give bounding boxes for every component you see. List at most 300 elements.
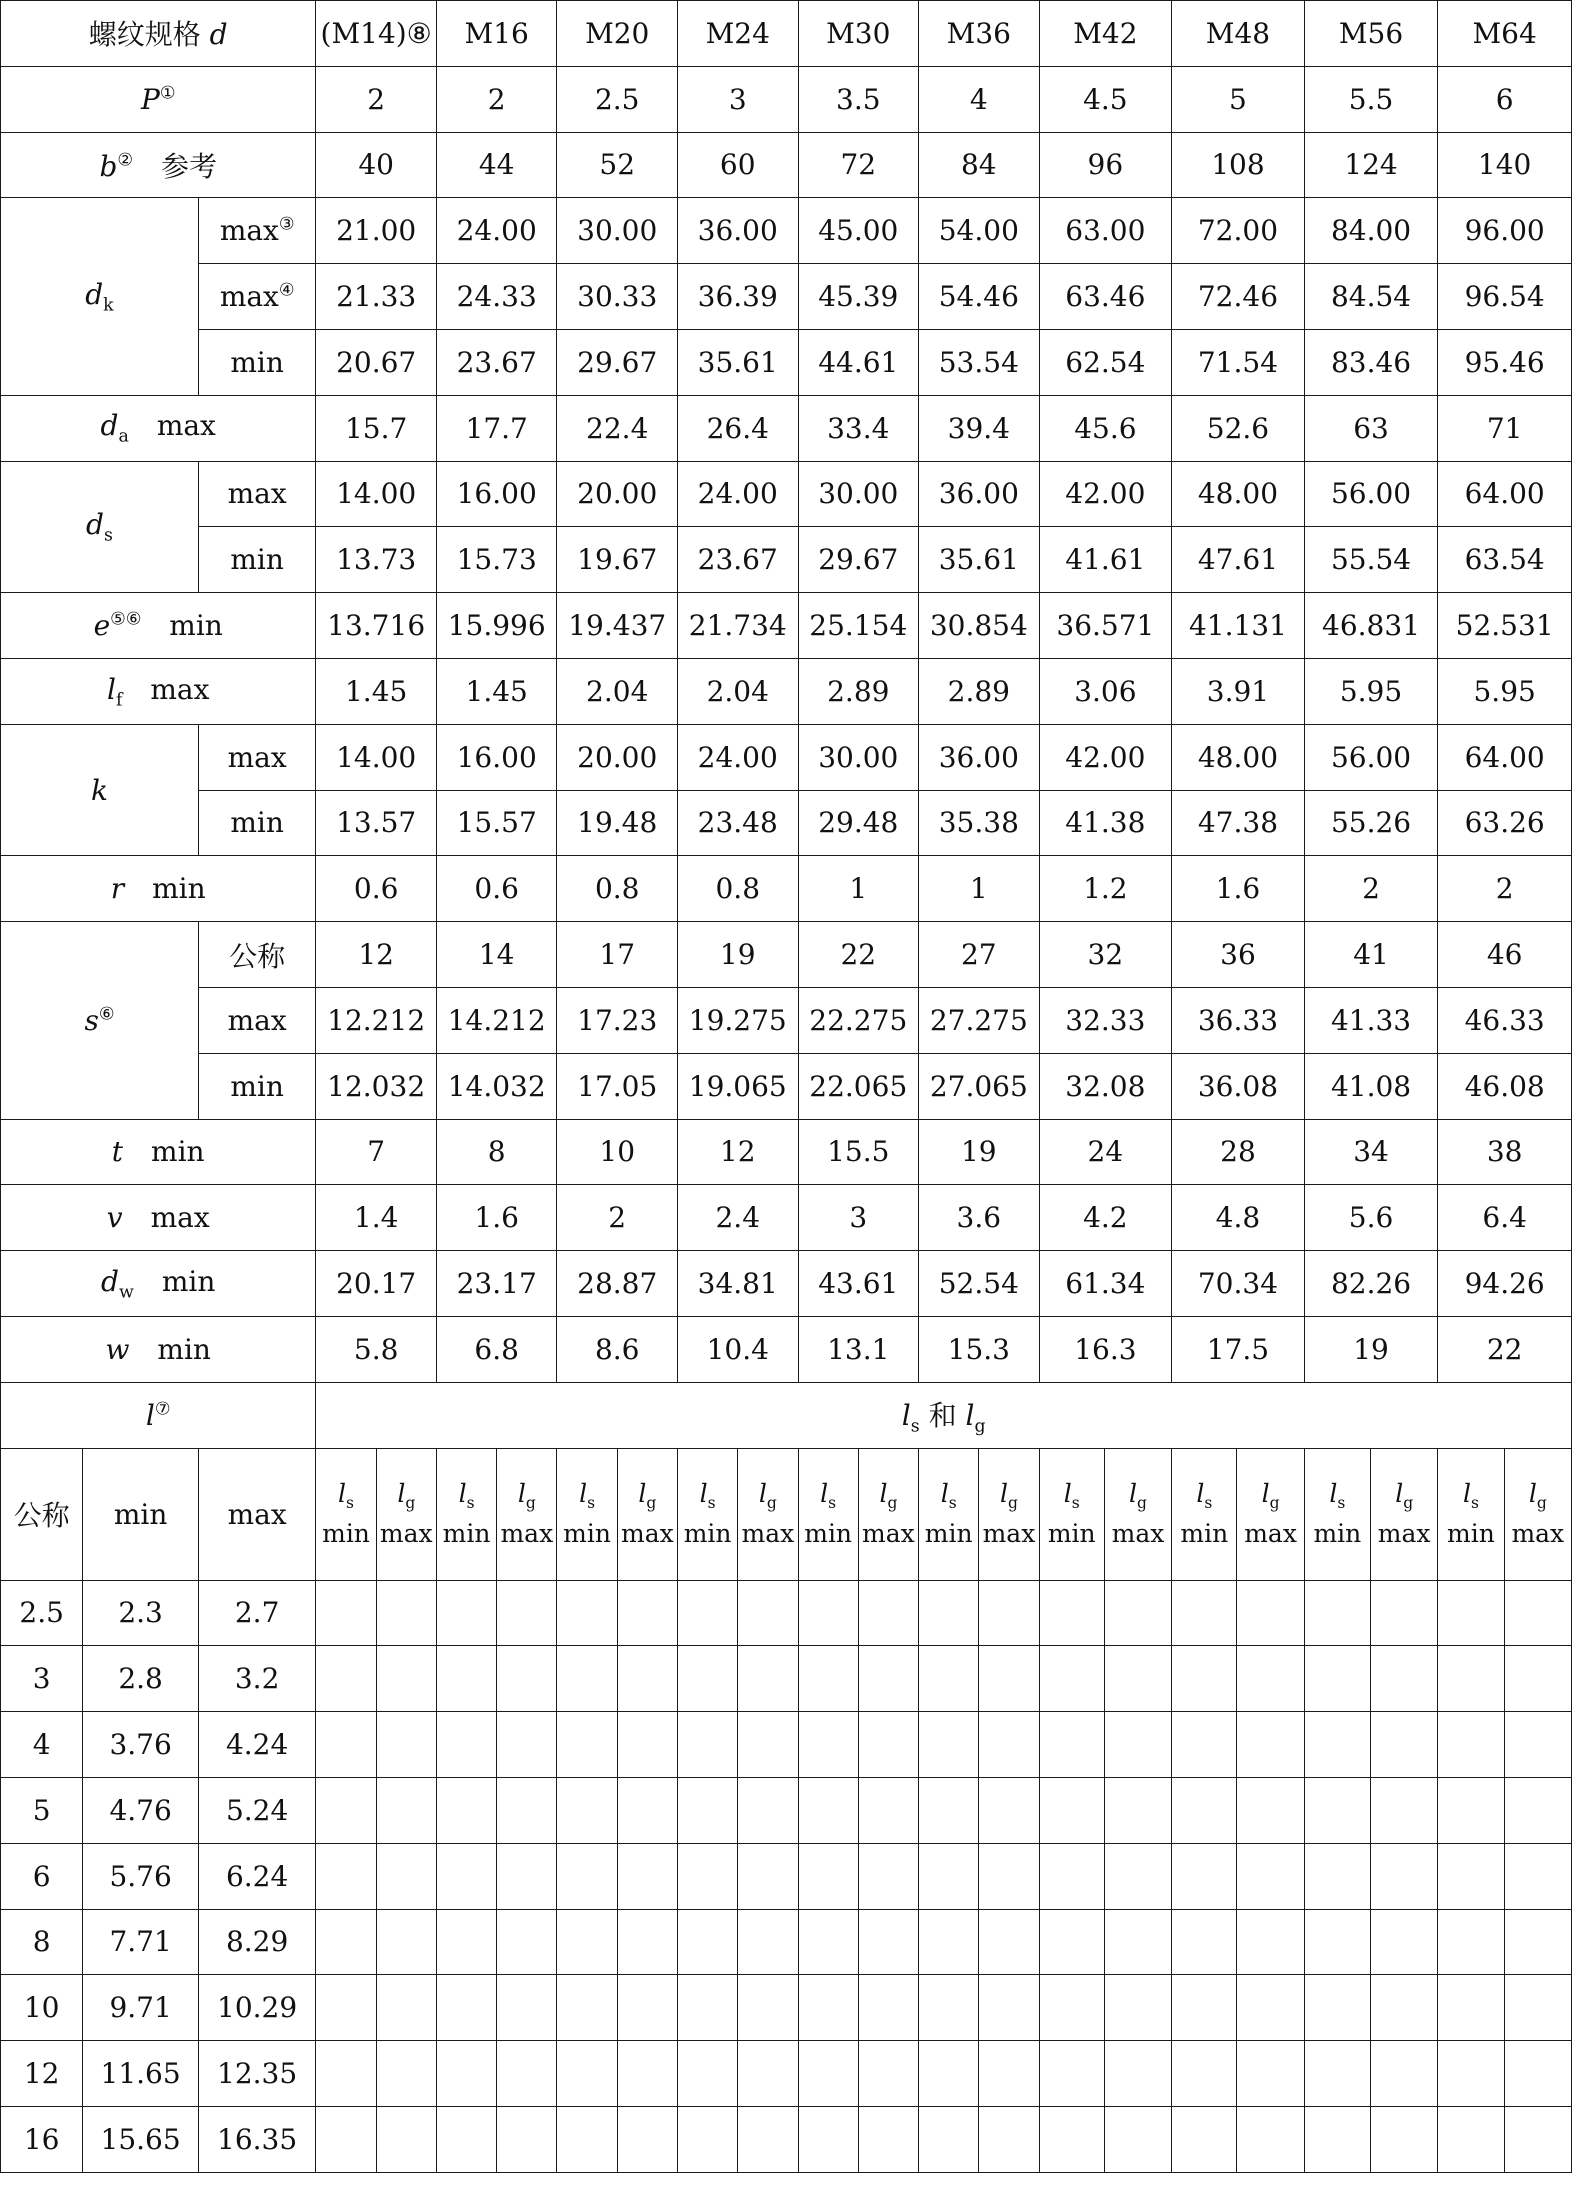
label-dk-min: min bbox=[198, 329, 316, 395]
column-header-label: M48 bbox=[1205, 16, 1271, 50]
empty-cell bbox=[798, 1712, 858, 1778]
row-e bbox=[1, 593, 1572, 659]
value-cell-dk_min-7: 71.54 bbox=[1172, 329, 1305, 395]
value-cell-dk_min-5: 53.54 bbox=[919, 329, 1040, 395]
empty-cell bbox=[1504, 1909, 1571, 1975]
row-t bbox=[1, 1119, 1572, 1185]
empty-cell bbox=[1104, 1646, 1171, 1712]
value-cell-lf-9: 5.95 bbox=[1438, 658, 1572, 724]
empty-cell bbox=[497, 1580, 557, 1646]
value-cell-w-6: 16.3 bbox=[1039, 1316, 1172, 1382]
value-cell-dk_min-1: 23.67 bbox=[436, 329, 557, 395]
label-lg-max-1 bbox=[497, 1448, 557, 1580]
symbol: l bbox=[1462, 1479, 1471, 1509]
value-cell-ds_min-7: 47.61 bbox=[1172, 527, 1305, 593]
value-cell-da-6: 45.6 bbox=[1039, 395, 1172, 461]
length-nominal-4: 6 bbox=[1, 1843, 83, 1909]
value-cell-k_max-8: 56.00 bbox=[1304, 724, 1438, 790]
empty-cell bbox=[557, 2041, 617, 2107]
empty-cell bbox=[1039, 2041, 1104, 2107]
symbol: k bbox=[90, 773, 108, 807]
value-cell-s_min-4: 22.065 bbox=[798, 1053, 919, 1119]
empty-cell bbox=[919, 1843, 979, 1909]
value-cell-r-8: 2 bbox=[1304, 856, 1438, 922]
symbol: l bbox=[517, 1479, 526, 1509]
column-header-label: M56 bbox=[1338, 16, 1404, 50]
empty-cell bbox=[617, 2041, 677, 2107]
column-header-5 bbox=[919, 1, 1040, 67]
limit-label: max bbox=[741, 1519, 795, 1549]
value-cell-w-2: 8.6 bbox=[557, 1316, 678, 1382]
limit-label: min bbox=[1313, 1519, 1362, 1549]
limit-label: max bbox=[1511, 1519, 1565, 1549]
limit-label: max bbox=[379, 1519, 433, 1549]
limit-label: min bbox=[151, 1135, 205, 1169]
value-cell-dw-8: 82.26 bbox=[1304, 1251, 1438, 1317]
value-cell-P-6: 4.5 bbox=[1039, 66, 1172, 132]
value-cell-dk_min-2: 29.67 bbox=[557, 329, 678, 395]
row-r bbox=[1, 856, 1572, 922]
empty-cell bbox=[1504, 1975, 1571, 2041]
value-cell-da-9: 71 bbox=[1438, 395, 1572, 461]
value-cell-dw-2: 28.87 bbox=[557, 1251, 678, 1317]
empty-cell bbox=[1371, 1975, 1438, 2041]
value-cell-v-2: 2 bbox=[557, 1185, 678, 1251]
value-cell-s_min-5: 27.065 bbox=[919, 1053, 1040, 1119]
empty-cell bbox=[1172, 1646, 1237, 1712]
value-cell-s_max-3: 19.275 bbox=[677, 987, 798, 1053]
empty-cell bbox=[1304, 1646, 1370, 1712]
value-cell-lf-5: 2.89 bbox=[919, 658, 1040, 724]
value-cell-dw-6: 61.34 bbox=[1039, 1251, 1172, 1317]
value-cell-lf-7: 3.91 bbox=[1172, 658, 1305, 724]
empty-cell bbox=[1504, 2041, 1571, 2107]
value-cell-s_max-7: 36.33 bbox=[1172, 987, 1305, 1053]
length-max-1: 3.2 bbox=[198, 1646, 316, 1712]
header-row bbox=[1, 1, 1572, 67]
value-cell-s_min-0: 12.032 bbox=[316, 1053, 437, 1119]
column-header-label: M16 bbox=[464, 16, 529, 50]
empty-cell bbox=[1304, 1909, 1370, 1975]
symbol-subscript: g bbox=[1403, 1494, 1414, 1513]
empty-cell bbox=[979, 1580, 1039, 1646]
empty-cell bbox=[1237, 1843, 1304, 1909]
label-t bbox=[1, 1119, 316, 1185]
value-cell-t-7: 28 bbox=[1172, 1119, 1305, 1185]
symbol: l bbox=[999, 1479, 1008, 1509]
row-k-max bbox=[1, 724, 1572, 790]
empty-cell bbox=[1104, 1975, 1171, 2041]
empty-cell bbox=[557, 1909, 617, 1975]
empty-cell bbox=[858, 2041, 918, 2107]
empty-cell bbox=[1039, 1777, 1104, 1843]
length-nominal-6: 10 bbox=[1, 1975, 83, 2041]
value-cell-e-9: 52.531 bbox=[1438, 593, 1572, 659]
empty-cell bbox=[1237, 1975, 1304, 2041]
value-cell-ds_max-9: 64.00 bbox=[1438, 461, 1572, 527]
empty-cell bbox=[919, 2106, 979, 2172]
empty-cell bbox=[677, 1580, 737, 1646]
limit-label: max bbox=[150, 672, 210, 706]
value-cell-v-3: 2.4 bbox=[677, 1185, 798, 1251]
empty-cell bbox=[436, 1646, 496, 1712]
symbol: l bbox=[1196, 1479, 1205, 1509]
empty-cell bbox=[919, 1909, 979, 1975]
symbol-subscript: k bbox=[103, 295, 114, 316]
empty-cell bbox=[316, 1777, 376, 1843]
limit-label: min bbox=[169, 609, 223, 643]
label-dw bbox=[1, 1251, 316, 1317]
value-cell-k_max-3: 24.00 bbox=[677, 724, 798, 790]
value-cell-e-7: 41.131 bbox=[1172, 593, 1305, 659]
row-lf bbox=[1, 658, 1572, 724]
empty-cell bbox=[1304, 2041, 1370, 2107]
empty-cell bbox=[738, 1580, 798, 1646]
empty-cell bbox=[1172, 1712, 1237, 1778]
length-nominal-1: 3 bbox=[1, 1646, 83, 1712]
limit-label: max bbox=[219, 280, 279, 314]
value-cell-ds_max-2: 20.00 bbox=[557, 461, 678, 527]
label-b bbox=[1, 132, 316, 198]
value-cell-dk_max2-5: 54.46 bbox=[919, 264, 1040, 330]
empty-cell bbox=[1172, 1580, 1237, 1646]
symbol: l bbox=[579, 1479, 588, 1509]
empty-cell bbox=[557, 2106, 617, 2172]
value-cell-ds_min-6: 41.61 bbox=[1039, 527, 1172, 593]
label-ls-min-1 bbox=[436, 1448, 496, 1580]
empty-cell bbox=[316, 2106, 376, 2172]
length-min-4: 5.76 bbox=[83, 1843, 199, 1909]
empty-cell bbox=[1104, 1843, 1171, 1909]
value-cell-da-0: 15.7 bbox=[316, 395, 437, 461]
empty-cell bbox=[316, 1646, 376, 1712]
length-row bbox=[1, 1712, 1572, 1778]
symbol-subscript: s bbox=[1337, 1494, 1346, 1513]
label-lg-max-8 bbox=[1371, 1448, 1438, 1580]
empty-cell bbox=[858, 2106, 918, 2172]
label-r bbox=[1, 856, 316, 922]
value-cell-dk_max2-1: 24.33 bbox=[436, 264, 557, 330]
empty-cell bbox=[1371, 1777, 1438, 1843]
symbol: l bbox=[901, 1398, 911, 1432]
empty-cell bbox=[1371, 2106, 1438, 2172]
value-cell-dk_max1-9: 96.00 bbox=[1438, 198, 1572, 264]
empty-cell bbox=[1304, 1975, 1370, 2041]
value-cell-dw-5: 52.54 bbox=[919, 1251, 1040, 1317]
limit-label: min bbox=[157, 1332, 211, 1366]
symbol-subscript: w bbox=[118, 1282, 134, 1303]
value-cell-dk_max1-2: 30.00 bbox=[557, 198, 678, 264]
empty-cell bbox=[738, 2106, 798, 2172]
value-cell-b-3: 60 bbox=[677, 132, 798, 198]
value-cell-r-6: 1.2 bbox=[1039, 856, 1172, 922]
empty-cell bbox=[617, 1909, 677, 1975]
symbol: e bbox=[93, 609, 111, 643]
label-ls-min-2 bbox=[557, 1448, 617, 1580]
value-cell-s_min-6: 32.08 bbox=[1039, 1053, 1172, 1119]
value-cell-ds_min-4: 29.67 bbox=[798, 527, 919, 593]
value-cell-P-0: 2 bbox=[316, 66, 437, 132]
value-cell-b-8: 124 bbox=[1304, 132, 1438, 198]
empty-cell bbox=[376, 2041, 436, 2107]
symbol-subscript: a bbox=[118, 426, 129, 447]
value-cell-b-5: 84 bbox=[919, 132, 1040, 198]
label-ls-min-8 bbox=[1304, 1448, 1370, 1580]
empty-cell bbox=[1237, 1646, 1304, 1712]
symbol-subscript: g bbox=[766, 1494, 777, 1513]
value-cell-t-3: 12 bbox=[677, 1119, 798, 1185]
value-cell-e-5: 30.854 bbox=[919, 593, 1040, 659]
symbol-subscript: s bbox=[103, 525, 113, 546]
footnote-mark: ① bbox=[159, 83, 176, 104]
empty-cell bbox=[1304, 1843, 1370, 1909]
value-cell-dk_max1-4: 45.00 bbox=[798, 198, 919, 264]
symbol-subscript: g bbox=[1137, 1494, 1147, 1513]
symbol: l bbox=[879, 1479, 888, 1509]
empty-cell bbox=[316, 1909, 376, 1975]
value-cell-da-3: 26.4 bbox=[677, 395, 798, 461]
symbol: d bbox=[100, 409, 119, 443]
value-cell-r-3: 0.8 bbox=[677, 856, 798, 922]
row-P bbox=[1, 66, 1572, 132]
label-lf bbox=[1, 658, 316, 724]
value-cell-s_max-1: 14.212 bbox=[436, 987, 557, 1053]
length-row bbox=[1, 2106, 1572, 2172]
value-cell-P-3: 3 bbox=[677, 66, 798, 132]
symbol: l bbox=[940, 1479, 949, 1509]
empty-cell bbox=[1304, 1712, 1370, 1778]
value-cell-t-4: 15.5 bbox=[798, 1119, 919, 1185]
empty-cell bbox=[316, 1712, 376, 1778]
value-cell-k_max-5: 36.00 bbox=[919, 724, 1040, 790]
length-row bbox=[1, 1580, 1572, 1646]
empty-cell bbox=[979, 1777, 1039, 1843]
value-cell-dk_max2-2: 30.33 bbox=[557, 264, 678, 330]
empty-cell bbox=[1237, 1580, 1304, 1646]
empty-cell bbox=[1371, 1712, 1438, 1778]
empty-cell bbox=[1237, 2106, 1304, 2172]
value-cell-r-7: 1.6 bbox=[1172, 856, 1305, 922]
empty-cell bbox=[617, 1975, 677, 2041]
limit-label: min bbox=[442, 1519, 491, 1549]
empty-cell bbox=[798, 2106, 858, 2172]
label-s-nom: 公称 bbox=[198, 922, 316, 988]
value-cell-k_max-4: 30.00 bbox=[798, 724, 919, 790]
label-ls-min-6 bbox=[1039, 1448, 1104, 1580]
value-cell-da-8: 63 bbox=[1304, 395, 1438, 461]
value-cell-v-7: 4.8 bbox=[1172, 1185, 1305, 1251]
column-header-7 bbox=[1172, 1, 1305, 67]
empty-cell bbox=[919, 1777, 979, 1843]
length-min-2: 3.76 bbox=[83, 1712, 199, 1778]
empty-cell bbox=[979, 1843, 1039, 1909]
value-cell-b-6: 96 bbox=[1039, 132, 1172, 198]
empty-cell bbox=[1371, 1843, 1438, 1909]
value-cell-t-6: 24 bbox=[1039, 1119, 1172, 1185]
label-ls-lg bbox=[316, 1382, 1572, 1448]
limit-label: 参考 bbox=[160, 149, 217, 183]
label-lg-max-3 bbox=[738, 1448, 798, 1580]
label-lg-max-2 bbox=[617, 1448, 677, 1580]
label-lg-max-0 bbox=[376, 1448, 436, 1580]
header-label: 螺纹规格 bbox=[88, 18, 210, 52]
length-row bbox=[1, 1843, 1572, 1909]
row-b bbox=[1, 132, 1572, 198]
empty-cell bbox=[979, 2041, 1039, 2107]
column-header-6 bbox=[1039, 1, 1172, 67]
empty-cell bbox=[1371, 1646, 1438, 1712]
value-cell-e-3: 21.734 bbox=[677, 593, 798, 659]
empty-cell bbox=[738, 1712, 798, 1778]
symbol: w bbox=[105, 1332, 130, 1366]
empty-cell bbox=[1104, 1580, 1171, 1646]
row-s-max bbox=[1, 987, 1572, 1053]
label-l bbox=[1, 1382, 316, 1448]
value-cell-e-1: 15.996 bbox=[436, 593, 557, 659]
value-cell-v-5: 3.6 bbox=[919, 1185, 1040, 1251]
symbol: d bbox=[86, 508, 104, 542]
value-cell-t-5: 19 bbox=[919, 1119, 1040, 1185]
value-cell-r-9: 2 bbox=[1438, 856, 1572, 922]
value-cell-s_min-9: 46.08 bbox=[1438, 1053, 1572, 1119]
value-cell-P-9: 6 bbox=[1438, 66, 1572, 132]
value-cell-t-9: 38 bbox=[1438, 1119, 1572, 1185]
empty-cell bbox=[738, 1909, 798, 1975]
empty-cell bbox=[1438, 2041, 1504, 2107]
value-cell-dk_max2-8: 84.54 bbox=[1304, 264, 1438, 330]
length-row bbox=[1, 1646, 1572, 1712]
value-cell-s_max-4: 22.275 bbox=[798, 987, 919, 1053]
empty-cell bbox=[617, 1777, 677, 1843]
empty-cell bbox=[316, 1580, 376, 1646]
empty-cell bbox=[979, 2106, 1039, 2172]
empty-cell bbox=[376, 2106, 436, 2172]
empty-cell bbox=[798, 2041, 858, 2107]
row-ds-min bbox=[1, 527, 1572, 593]
symbol: l bbox=[1528, 1479, 1537, 1509]
value-cell-e-0: 13.716 bbox=[316, 593, 437, 659]
value-cell-v-1: 1.6 bbox=[436, 1185, 557, 1251]
value-cell-lf-8: 5.95 bbox=[1304, 658, 1438, 724]
length-max-0: 2.7 bbox=[198, 1580, 316, 1646]
value-cell-k_max-7: 48.00 bbox=[1172, 724, 1305, 790]
value-cell-da-5: 39.4 bbox=[919, 395, 1040, 461]
value-cell-dk_min-8: 83.46 bbox=[1304, 329, 1438, 395]
length-min-3: 4.76 bbox=[83, 1777, 199, 1843]
empty-cell bbox=[376, 1777, 436, 1843]
limit-label: max bbox=[1111, 1519, 1165, 1549]
column-header-label: M42 bbox=[1073, 16, 1138, 50]
empty-cell bbox=[376, 1909, 436, 1975]
empty-cell bbox=[497, 2106, 557, 2172]
row-da bbox=[1, 395, 1572, 461]
length-min-0: 2.3 bbox=[83, 1580, 199, 1646]
value-cell-dk_min-0: 20.67 bbox=[316, 329, 437, 395]
footnote-mark: ⑤⑥ bbox=[110, 609, 142, 630]
empty-cell bbox=[738, 1777, 798, 1843]
symbol-subscript: s bbox=[1204, 1494, 1213, 1513]
value-cell-s_max-9: 46.33 bbox=[1438, 987, 1572, 1053]
empty-cell bbox=[617, 1843, 677, 1909]
empty-cell bbox=[1104, 2106, 1171, 2172]
length-row bbox=[1, 1777, 1572, 1843]
limit-label: min bbox=[924, 1519, 973, 1549]
value-cell-s_nom-0: 12 bbox=[316, 922, 437, 988]
symbol-subscript: g bbox=[887, 1494, 898, 1513]
empty-cell bbox=[1438, 1646, 1504, 1712]
empty-cell bbox=[376, 1646, 436, 1712]
length-min-8: 15.65 bbox=[83, 2106, 199, 2172]
empty-cell bbox=[1504, 2106, 1571, 2172]
symbol: l bbox=[1395, 1479, 1404, 1509]
row-k-min bbox=[1, 790, 1572, 856]
empty-cell bbox=[1039, 1580, 1104, 1646]
value-cell-s_max-0: 12.212 bbox=[316, 987, 437, 1053]
empty-cell bbox=[1371, 2041, 1438, 2107]
length-max-2: 4.24 bbox=[198, 1712, 316, 1778]
value-cell-k_min-8: 55.26 bbox=[1304, 790, 1438, 856]
value-cell-dk_max1-3: 36.00 bbox=[677, 198, 798, 264]
value-cell-w-9: 22 bbox=[1438, 1316, 1572, 1382]
symbol-subscript: f bbox=[115, 690, 123, 711]
empty-cell bbox=[677, 2106, 737, 2172]
empty-cell bbox=[436, 1909, 496, 1975]
label-w bbox=[1, 1316, 316, 1382]
value-cell-dw-0: 20.17 bbox=[316, 1251, 437, 1317]
value-cell-w-1: 6.8 bbox=[436, 1316, 557, 1382]
value-cell-r-2: 0.8 bbox=[557, 856, 678, 922]
empty-cell bbox=[677, 1909, 737, 1975]
limit-label: max bbox=[620, 1519, 674, 1549]
length-row bbox=[1, 1975, 1572, 2041]
value-cell-r-4: 1 bbox=[798, 856, 919, 922]
empty-cell bbox=[858, 1909, 918, 1975]
length-nominal-7: 12 bbox=[1, 2041, 83, 2107]
value-cell-ds_min-9: 63.54 bbox=[1438, 527, 1572, 593]
empty-cell bbox=[798, 1975, 858, 2041]
empty-cell bbox=[557, 1843, 617, 1909]
value-cell-s_min-2: 17.05 bbox=[557, 1053, 678, 1119]
symbol-subscript: s bbox=[948, 1494, 957, 1513]
label-dk-max2 bbox=[198, 264, 316, 330]
label-ds-max: max bbox=[198, 461, 316, 527]
empty-cell bbox=[1504, 1646, 1571, 1712]
label-P bbox=[1, 66, 316, 132]
empty-cell bbox=[436, 1975, 496, 2041]
limit-label: min bbox=[322, 1519, 370, 1549]
value-cell-ds_min-1: 15.73 bbox=[436, 527, 557, 593]
limit-label: max bbox=[150, 1201, 210, 1235]
length-nominal-5: 8 bbox=[1, 1909, 83, 1975]
empty-cell bbox=[1104, 2041, 1171, 2107]
symbol: l bbox=[397, 1479, 406, 1509]
empty-cell bbox=[1104, 1909, 1171, 1975]
value-cell-lf-4: 2.89 bbox=[798, 658, 919, 724]
empty-cell bbox=[1039, 1975, 1104, 2041]
label-ls-min-9 bbox=[1438, 1448, 1504, 1580]
empty-cell bbox=[436, 1777, 496, 1843]
column-header-4 bbox=[798, 1, 919, 67]
label-lg-max-9 bbox=[1504, 1448, 1571, 1580]
symbol: l bbox=[1261, 1479, 1270, 1509]
value-cell-ds_min-2: 19.67 bbox=[557, 527, 678, 593]
row-dk-min bbox=[1, 329, 1572, 395]
value-cell-k_min-1: 15.57 bbox=[436, 790, 557, 856]
symbol: l bbox=[758, 1479, 767, 1509]
empty-cell bbox=[798, 1646, 858, 1712]
symbol-subscript: g bbox=[525, 1494, 536, 1513]
limit-label: min bbox=[1180, 1519, 1229, 1549]
